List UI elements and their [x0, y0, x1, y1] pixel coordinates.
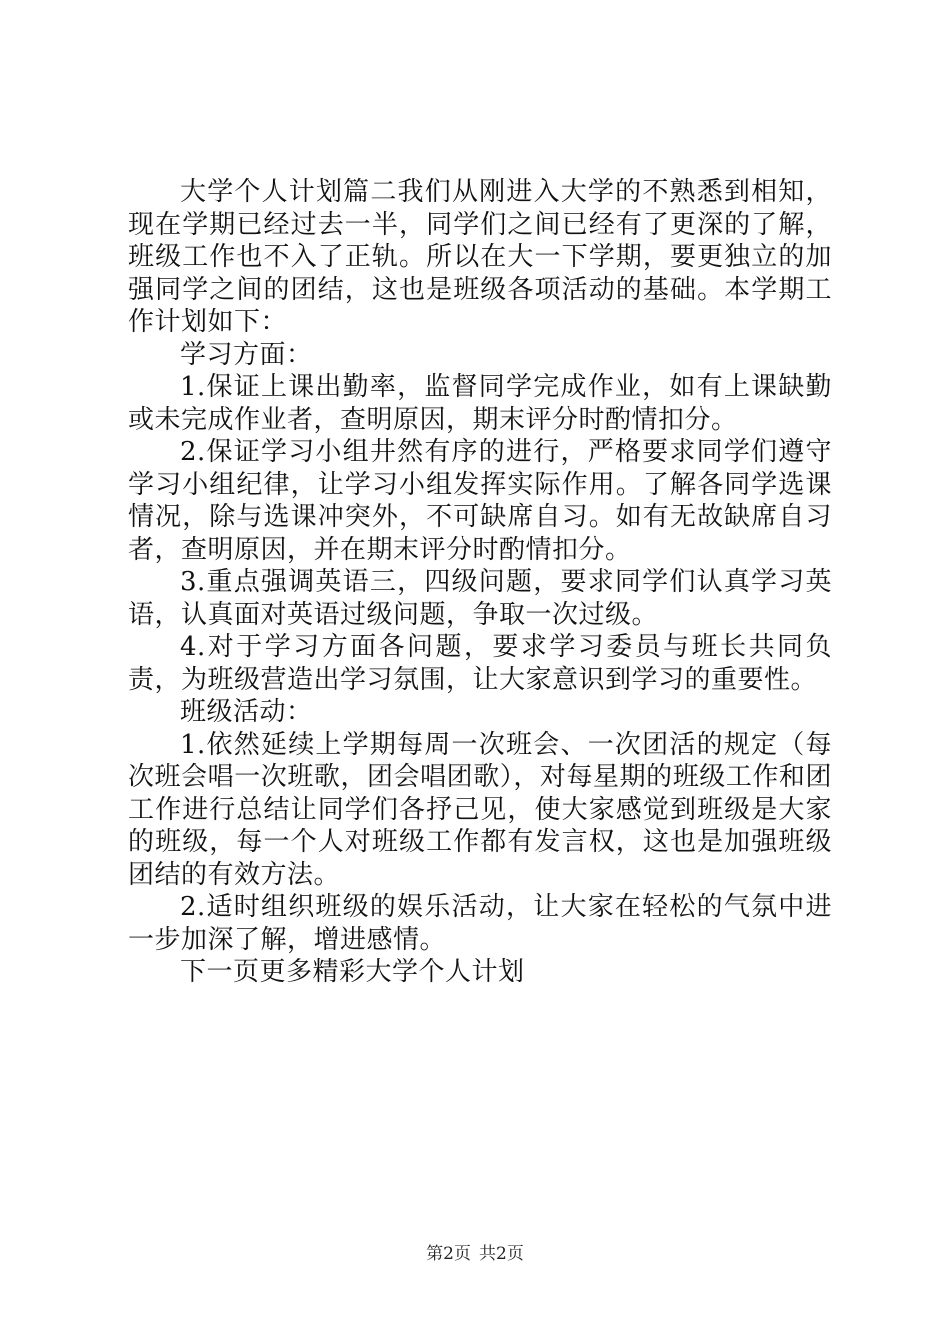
section-heading-study: 学习方面：: [180, 339, 313, 370]
paragraph-intro: 大学个人计划篇二我们从刚进入大学的不熟悉到相知，现在学期已经过去一半，同学们之间已经有了更深的了解，班级工作也不入了正轨。所以在大一下学期，要更独立的加强同学之间的团结，这也是班级各项活动的基础。本学期工作计划如下：: [128, 177, 832, 337]
page-number: 第2页: [426, 1244, 471, 1264]
study-item-1: 1.保证上课出勤率，监督同学完成作业，如有上课缺勤或未完成作业者，查明原因，期末评分时酌情扣分。: [128, 372, 832, 435]
study-item-2: 2.保证学习小组井然有序的进行，严格要求同学们遵守学习小组纪律，让学习小组发挥实际作用。了解各同学选课情况，除与选课冲突外，不可缺席自习。如有无故缺席自习者，查明原因，并在期末评分时酌情扣分。: [128, 437, 832, 565]
document-body: [128, 176, 832, 989]
activity-item-1: 1.依然延续上学期每周一次班会、一次团活的规定（每次班会唱一次班歌，团会唱团歌），对每星期的班级工作和团工作进行总结让同学们各抒己见，使大家感觉到班级是大家的班级，每一个人对班级工作都有发言权，这也是加强班级团结的有效方法。: [128, 729, 832, 890]
page-total: 共2页: [479, 1244, 524, 1264]
study-item-3: 3.重点强调英语三，四级问题，要求同学们认真学习英语，认真面对英语过级问题，争取一次过级。: [128, 567, 832, 630]
activity-item-2: 2.适时组织班级的娱乐活动，让大家在轻松的气氛中进一步加深了解，增进感情。: [128, 892, 832, 955]
study-item-4: 4.对于学习方面各问题，要求学习委员与班长共同负责，为班级营造出学习氛围，让大家意识到学习的重要性。: [128, 632, 832, 695]
next-page-note: 下一页更多精彩大学个人计划: [180, 957, 525, 987]
section-heading-class-activities: 班级活动：: [180, 697, 313, 727]
page-footer: [0, 1243, 950, 1265]
